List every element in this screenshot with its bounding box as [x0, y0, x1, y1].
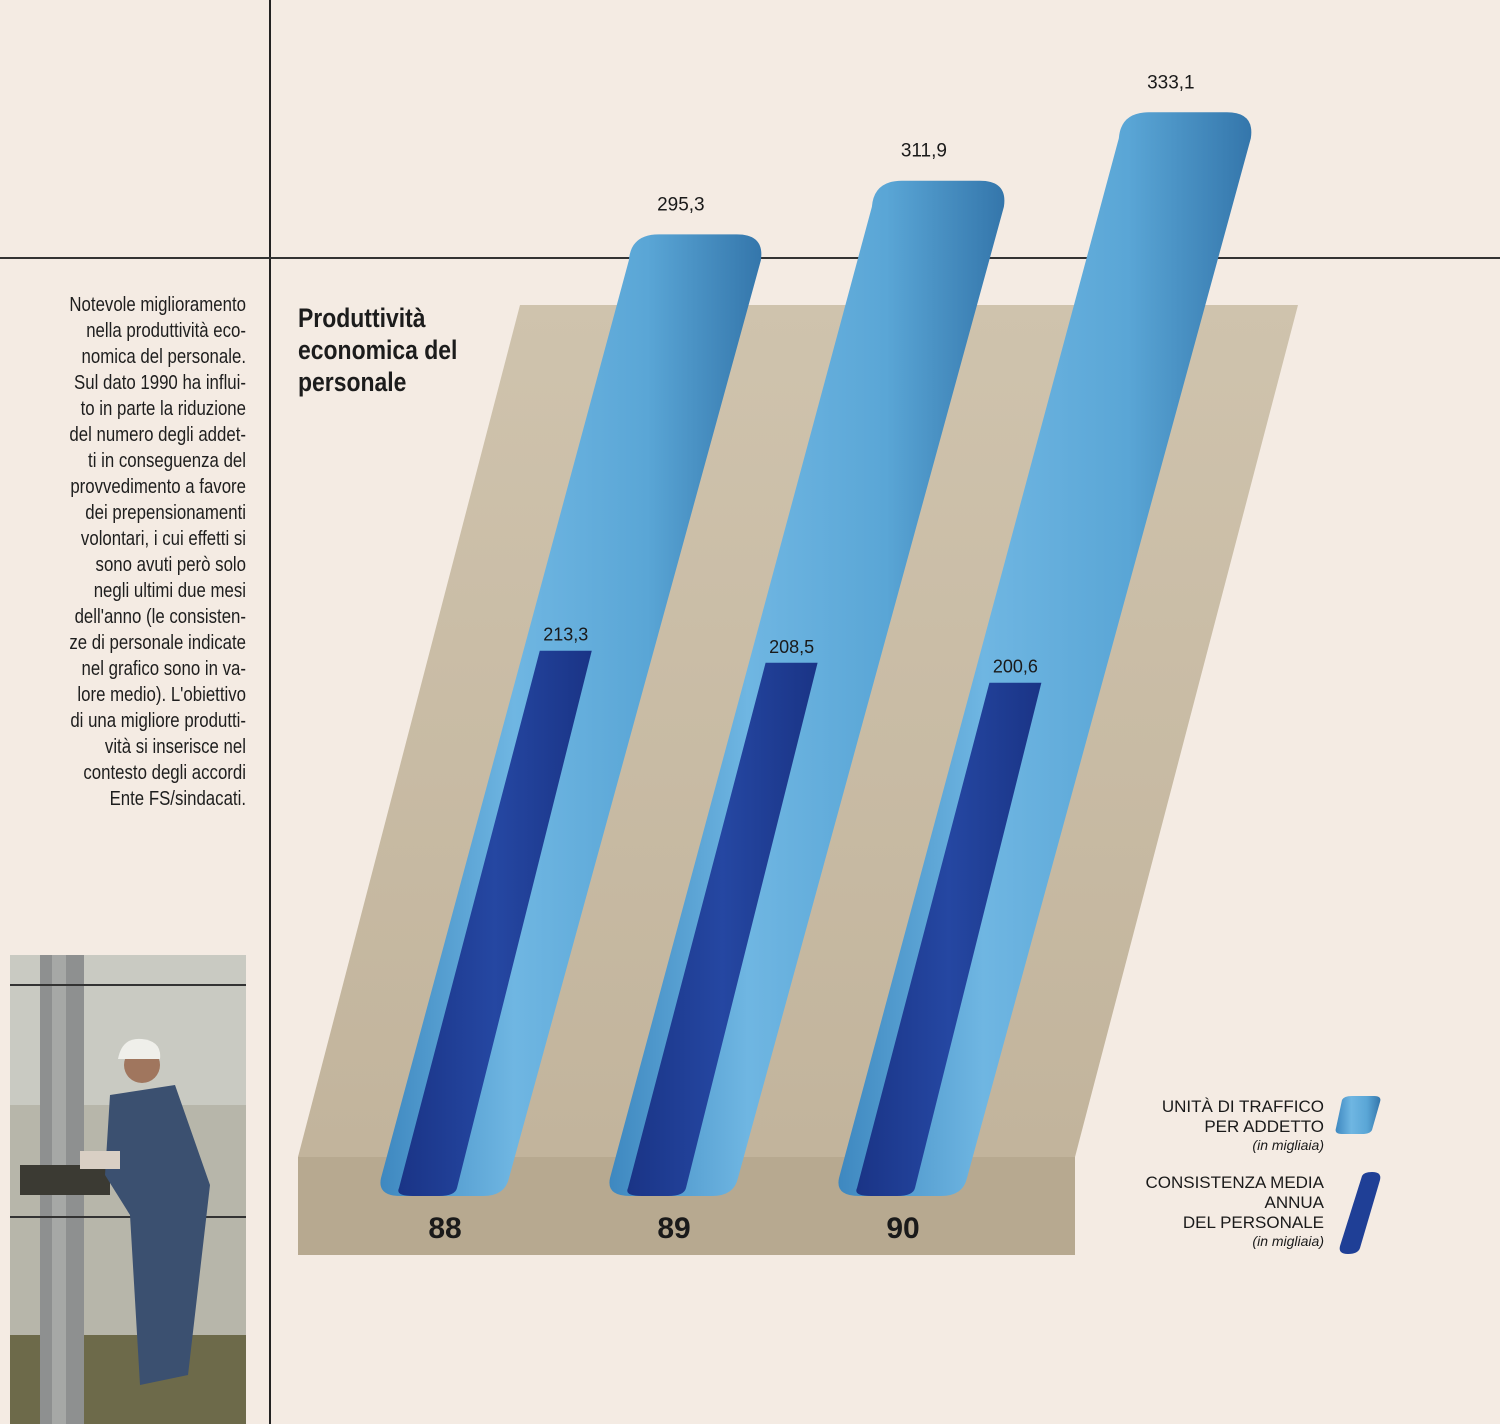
- caption-line: dei prepensionamenti: [85, 501, 247, 524]
- value-label-staff: 200,6: [992, 656, 1038, 677]
- caption-line: vità si inserisce nel: [104, 735, 246, 758]
- caption-line: nel grafico sono in va-: [81, 657, 246, 680]
- legend-label-line: UNITÀ DI TRAFFICO: [1161, 1097, 1324, 1116]
- caption-line: Notevole miglioramento: [69, 293, 246, 316]
- legend-entry-traffic: [1100, 1097, 1324, 1153]
- caption-line: dell'anno (le consisten-: [74, 605, 246, 628]
- caption-line: provvedimento a favore: [70, 475, 246, 498]
- value-label-staff: 208,5: [769, 636, 815, 657]
- worker-photo: [10, 955, 246, 1424]
- legend-label-line: DEL PERSONALE: [1182, 1213, 1324, 1232]
- caption-line: Sul dato 1990 ha influi-: [74, 371, 246, 394]
- caption-line: contesto degli accordi: [83, 761, 246, 784]
- chart-title-line: personale: [298, 367, 407, 397]
- chart-title-line: economica del: [298, 335, 458, 365]
- legend-unit: (in migliaia): [1252, 1233, 1324, 1249]
- chart-title: [298, 302, 457, 398]
- legend-label-line: PER ADDETTO: [1204, 1117, 1324, 1136]
- category-label: 90: [886, 1212, 920, 1245]
- caption-line: nomica del personale.: [81, 345, 246, 368]
- caption-line: sono avuti però solo: [95, 553, 246, 576]
- value-label-traffic: 295,3: [657, 194, 705, 216]
- category-label: 89: [657, 1212, 691, 1245]
- caption-line: lore medio). L'obiettivo: [77, 683, 247, 706]
- category-label: 88: [428, 1212, 462, 1245]
- caption-line: del numero degli addet-: [69, 423, 246, 446]
- caption-line: di una migliore produtti-: [70, 709, 246, 732]
- legend-label-line: CONSISTENZA MEDIA: [1145, 1173, 1324, 1192]
- caption-line: volontari, i cui effetti si: [80, 527, 247, 550]
- caption-line: to in parte la riduzione: [80, 397, 246, 420]
- caption-line: Ente FS/sindacati.: [109, 787, 246, 810]
- value-label-traffic: 333,1: [1147, 72, 1195, 94]
- legend-unit: (in migliaia): [1252, 1137, 1324, 1153]
- value-label-traffic: 311,9: [900, 140, 947, 162]
- caption-line: nella produttività eco-: [86, 319, 246, 342]
- legend-label-line: ANNUA: [1264, 1193, 1324, 1212]
- value-label-staff: 213,3: [543, 624, 589, 645]
- legend-entry-staff: [1100, 1173, 1324, 1249]
- caption-line: ti in conseguenza del: [88, 449, 247, 472]
- dark-blue-tube-icon: [1334, 1170, 1384, 1256]
- caption-line: ze di personale indicate: [69, 631, 246, 654]
- chart-title-line: Produttività: [298, 303, 426, 333]
- caption-line: negli ultimi due mesi: [93, 579, 246, 602]
- light-blue-tube-icon: [1334, 1094, 1384, 1136]
